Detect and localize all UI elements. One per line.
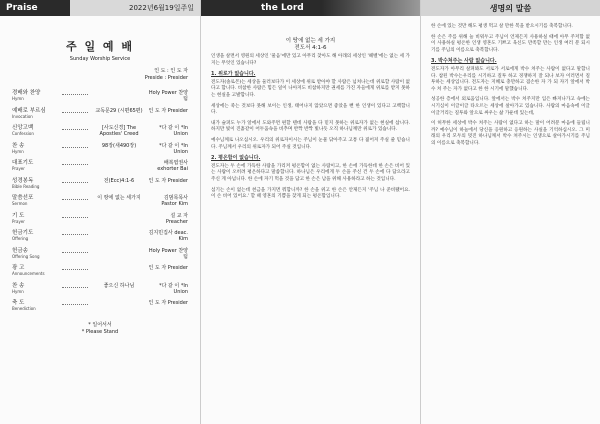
order-row (12, 143, 188, 161)
stand-note (0, 322, 200, 336)
order-item-en: Hymn (12, 288, 24, 294)
order-item-person: Holy Power 찬양팀 (148, 90, 188, 102)
order-item-kr: 축 도 (12, 300, 25, 306)
col3-p1: 한 손에 있는 것만 해도 평생 먹고 살 만한 복을 받으시기를 축복합니다. (431, 24, 573, 29)
order-item-person: Holy Power 찬양팀 (148, 247, 188, 260)
order-item-person: 김지민집사 deac. Kim (148, 230, 188, 242)
leader-dots (62, 178, 88, 183)
right-title: 생명의 말씀 (421, 0, 600, 16)
order-row (12, 125, 188, 143)
order-item-kr: 말씀선포 (12, 195, 34, 201)
stand-note-en: * Please Stand (81, 328, 119, 335)
worship-order-column (0, 0, 200, 424)
leader-dots (62, 213, 88, 218)
sermon-ref: 전도서 4:1-6 (294, 45, 327, 51)
section-3-p3: 이 허무한 세상에 박수 쳐주는 사람이 없다고 하는 말이 어려분 마음에 들립니까? 예수님이 하늘에서 당신을 응원하고 응원하는 사실을 기억하십시오. 그 미래의 우리 모두의 멋진 하나님께서 박수 쳐주시는 인생으로 살아가시기를 주님의 이름으로 축복합니다. (431, 121, 590, 146)
section-2-p2: 섬기는 손이 없는데 천금을 가지면 뭐합니까? 한 손을 위고 한 손은 안제든지 '주님 나 준비됐어요. 이 손 비어 있어요.' 할 때 영혼의 기쁨을 찾게 되는 평온함입니다. (211, 187, 410, 200)
presider-line (0, 68, 200, 82)
presider-en: Preside : Presider (144, 75, 188, 81)
order-row (12, 108, 188, 126)
order-item-name (12, 195, 60, 207)
order-item-kr: 헌금송 (12, 247, 28, 254)
order-item-name (12, 143, 60, 155)
order-item-person: 인 도 자 Presider (148, 265, 188, 271)
order-item-name (12, 300, 60, 312)
order-item-name (12, 230, 60, 242)
order-item-en: Sermon (12, 201, 28, 206)
leader-dots (62, 248, 88, 253)
header-right (421, 0, 600, 16)
order-item-name (12, 90, 60, 102)
order-item-name (12, 178, 60, 190)
order-item-content: [사도신경] The Apostles' Creed (99, 125, 139, 137)
date-label: 2022년6월19일주일 (70, 0, 200, 16)
order-item-kr: 찬 송 (12, 142, 25, 149)
order-item-name (12, 160, 60, 172)
order-row (12, 265, 188, 283)
section-3-p2: 성공한 층에서 외로움입니다. 앞에서는 박수 쳐주지만 입은 빠져나가고 속에는 시기심이 이글이글 타오르는 세상에 살아가고 있습니다. 사람의 마음속에 이글이글거리는 질투와 앞으로 싸우는 삶 가운데 있는데, (431, 97, 590, 116)
order-item-en: Prayer (12, 166, 25, 171)
order-item-name (12, 213, 60, 225)
leader-dots (62, 265, 88, 270)
order-row (12, 300, 188, 318)
worship-subtitle: Sunday Worship Service (69, 56, 131, 62)
order-item-name (12, 108, 60, 120)
word-of-life-column (420, 0, 600, 424)
presider-label: 인 도 : 인 도 자 (154, 68, 188, 74)
order-item-person: 김범목목사 Pastor Kim (161, 195, 188, 207)
order-item-person: *다 같 이 *In Union (159, 282, 188, 295)
order-item-name (12, 283, 60, 295)
order-item-kr: 경배와 찬양 (12, 90, 41, 96)
section-1-p2: 세상에는 죽는 것보다 못해 보이는 인생, 태어나지 않았으면 좋았을 뻔 한 인생이 있다고 고백합니다. (211, 103, 410, 116)
section-1-title: 1. 위로가 없습니다. (211, 71, 256, 78)
order-row (12, 195, 188, 213)
order-item-person: 인 도 자 Presider (148, 300, 188, 306)
order-row (12, 90, 188, 108)
order-item-name (12, 125, 60, 137)
sermon-heading (201, 38, 420, 52)
leader-dots (62, 195, 88, 200)
order-item-en: Confession (12, 131, 34, 136)
sermon-title: 이 땅에 없는 세 가지 (285, 38, 336, 44)
sermon-text (201, 54, 420, 201)
col3-p2: 한 손은 주를 위해 늘 비워두고 주님이 언제든지 사용하실 때에 아무 주저함 없이 사용하실 평온한 인생 영혼도 기쁘고 육신도 만족할 만는 인생 여러 분 되시기를 주님의 이름으로 축복합니다. (431, 34, 590, 53)
order-item-kr: 헌금기도 (12, 230, 34, 236)
order-item-kr: 신앙고백 (12, 125, 34, 131)
leader-dots (62, 283, 88, 288)
section-1-p3: 내가 슬퍼도 누가 알에서 도와주면 편할 텐데 사람을 다 믿지 못하는 위로자가 없는 현실에 삽니다. 하지만 빛이 진흙같이 어두움속을 비추며 반짝 반짝 빛나듯 오직 하나님께만 위로가 있습니다. (211, 120, 410, 133)
order-item-kr: 예배로 부르심 (12, 107, 46, 114)
worship-order-list (0, 90, 200, 318)
order-item-kr: 성경봉독 (12, 177, 34, 184)
order-item-content: 98장(새490장) (101, 142, 137, 149)
order-item-person: 설 교 자 Preacher (165, 212, 188, 225)
the-lord-label: the Lord (201, 0, 420, 16)
order-item-en: Announcements (12, 271, 45, 276)
worship-title: 주 일 예 배 (66, 40, 134, 53)
order-item-en: Hymn (12, 96, 24, 101)
order-item-name (12, 248, 60, 260)
word-of-life-text (421, 24, 600, 148)
order-item-person: 인 도 자 Presider (148, 107, 188, 114)
leader-dots (62, 300, 88, 305)
order-item-person: 배복엽권사 exhorter Bai (157, 160, 188, 172)
section-2-p1: 전도자는 두 손에 가득한 사람을 가리켜 평온함이 없는 사람이고, 한 손에 가득한데 한 손은 비어 있는 사람이 오히려 평온하다고 말씀합니다. 하나님은 우리에게 두 손을 주신 건 두 손에 다 담으라고 주신 게 아닙니다. 한 손에 자기 먹을 것을 담고 한 손은 남을 위해 사용하라고 하는 것입니다. (211, 163, 410, 182)
order-row (12, 160, 188, 178)
section-1-p1: 전도자(솔로몬)는 세상을 둘러보다가 이 세상에 위로 받아야 할 사람은 넘쳐나는데 위로할 사람이 없다고 합니다. 비참한 사람은 힘든 일이 나아져도 비참하지만 권세를 가진 자들에게 위로를 받지 못하는 현실을 고발합니다. (211, 79, 410, 98)
order-row (12, 213, 188, 231)
order-item-en: Benediction (12, 306, 36, 311)
order-row (12, 283, 188, 301)
order-item-content: 이 땅에 없는 세가지 (97, 195, 141, 201)
order-item-content: 전(Ecc)4:1-6 (103, 177, 135, 184)
order-item-content: 교독문29 (시편65편) (95, 107, 143, 114)
sermon-column (200, 0, 420, 424)
order-row (12, 178, 188, 196)
order-item-en: Prayer (12, 218, 25, 224)
header-middle (201, 0, 420, 16)
leader-dots (62, 160, 88, 165)
leader-dots (62, 230, 88, 235)
header-left (0, 0, 200, 16)
order-row (12, 248, 188, 266)
order-item-kr: 기 도 (12, 212, 25, 219)
leader-dots (62, 125, 88, 130)
praise-label: Praise (0, 0, 70, 16)
order-item-en: Invocation (12, 113, 33, 119)
order-item-kr: 대표기도 (12, 160, 34, 166)
leader-dots (62, 143, 88, 148)
order-item-en: Hymn (12, 148, 24, 154)
order-item-kr: 광 고 (12, 265, 25, 271)
leader-dots (62, 90, 88, 95)
order-item-person: *다 같 이 *In Union (159, 125, 188, 137)
section-2-title: 2. 평온함이 없습니다. (211, 155, 261, 162)
order-item-en: Offering (12, 236, 29, 241)
order-item-person: 인 도 자 Presider (148, 177, 188, 184)
order-item-en: Bible Reading (12, 183, 40, 189)
order-item-person: *다 같 이 *In Union (159, 142, 188, 155)
order-item-name (12, 265, 60, 277)
order-item-content: 좋으신 하나님 (103, 282, 135, 289)
order-item-kr: 찬 송 (12, 282, 25, 289)
order-row (12, 230, 188, 248)
sermon-intro: 인생을 살면서 영원의 세상인 '물음'에만 있고 아무리 찾아도 해 아래의 세상인 '헤벨'에는 없는 세 가지는 무엇인 있습니다? (211, 54, 410, 66)
leader-dots (62, 108, 88, 113)
order-item-en: Offering Song (12, 253, 40, 259)
section-3-title: 3. 박수쳐주는 사람 없습니다. (431, 58, 497, 65)
section-1-p4: 예수님께로 나오십시오. 우리의 위로자이시는 주님이 눈물 닦아주고 고통 다 짊어져 주실 줄 믿습니다. 주님께서 우리의 위로자가 되어 주실 것입니다. (211, 137, 410, 150)
stand-note-kr: * 일어서서 (88, 321, 112, 328)
section-3-p1: 전도자가 아무리 살펴봐도 서로가 서로에게 박수 쳐주는 사람이 없다고 말합니다. 참된 박수는우리를 시기하고 질투 하고 경쟁하지 잘 되나 보자 이러면서 질투하는 세상입니다. 전도자는 지혜로 충만하고 겸손한 자 가 되 자기 앞에서 박수 쳐 주는 자가 없다고 한 한 시기에 말했습니다. (431, 66, 590, 92)
